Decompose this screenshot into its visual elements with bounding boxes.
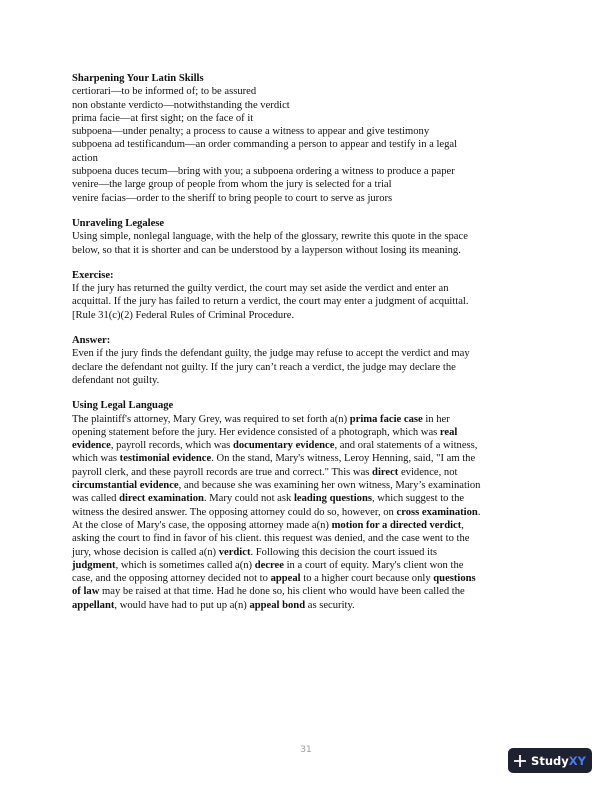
- legal-term: appellant: [72, 599, 115, 611]
- paragraph-line: [72, 452, 542, 465]
- text-run: was called: [72, 493, 120, 505]
- legal-term: leading questions: [293, 493, 372, 505]
- legalese-line: below, so that it is shorter and can be understood by a layperson without losing its meaning.: [72, 244, 461, 256]
- answer-heading: Answer:: [72, 335, 111, 347]
- text-run: .: [477, 506, 481, 518]
- text-run: payroll clerk, and these payroll records are true and correct." This was: [72, 466, 373, 478]
- paragraph-line: [72, 479, 542, 492]
- legal-term: cross examination: [396, 506, 478, 518]
- text-run: jury, whose decision is called a(n): [72, 546, 219, 558]
- exercise-line: [Rule 31(c)(2) Federal Rules of Criminal Procedure.: [72, 309, 295, 321]
- exercise-line: If the jury has returned the guilty verdict, the court may set aside the verdict and enter an: [72, 283, 449, 295]
- exercise-text: [72, 282, 542, 322]
- legal-term: real: [439, 426, 458, 438]
- latin-term-line: action: [72, 152, 98, 164]
- text-run: opening statement before the jury. Her evidence consisted of a photograph, which was: [72, 426, 440, 438]
- paragraph-line: [72, 439, 542, 452]
- text-run: in her: [422, 413, 450, 425]
- legal-term: testimonial evidence: [119, 453, 212, 465]
- studyxy-logo-text: StudyXY: [531, 753, 586, 768]
- legalese-line: Using simple, nonlegal language, with the help of the glossary, rewrite this quote in the space: [72, 231, 468, 243]
- latin-term-line: subpoena ad testificandum—an order commanding a person to appear and testify in a legal: [72, 139, 458, 151]
- legal-term: judgment: [72, 559, 116, 571]
- text-run: may be raised at that time. Had he done so, his client who would have been called the: [99, 586, 465, 598]
- paragraph-line: [72, 532, 542, 545]
- paragraph-line: [72, 572, 542, 585]
- text-run: The plaintiff's attorney, Mary Grey, was required to set forth a(n): [72, 413, 350, 425]
- legal-term: of law: [72, 586, 100, 598]
- paragraph-line: [72, 546, 542, 559]
- paragraph-line: [72, 559, 542, 572]
- text-run: as security.: [305, 599, 355, 611]
- answer-line: declare the defendant not guilty. If the jury can’t reach a verdict, the judge may declare the: [72, 361, 456, 373]
- legal-term: verdict: [218, 546, 251, 558]
- exercise-heading: Exercise:: [72, 269, 114, 281]
- text-run: , and oral statements of a witness,: [334, 440, 478, 452]
- paragraph-line: [72, 426, 542, 439]
- page-number: 31: [300, 745, 312, 755]
- legal-term: prima facie case: [349, 413, 423, 425]
- text-run: , and because she was examining her own witness, Mary’s examination: [178, 480, 481, 492]
- text-run: , payroll records, which was: [110, 440, 233, 452]
- latin-term-line: venire—the large group of people from whom the jury is selected for a trial: [72, 179, 392, 191]
- text-run: . Following this decision the court issued its: [250, 546, 438, 558]
- text-run: , which is sometimes called a(n): [115, 559, 255, 571]
- text-run: witness the desired answer. The opposing attorney could do so, however, on: [72, 506, 397, 518]
- latin-term-line: certiorari—to be informed of; to be assured: [72, 86, 257, 98]
- text-run: ,: [461, 519, 464, 531]
- legal-term: circumstantial evidence: [72, 480, 179, 492]
- paragraph-line: [72, 599, 542, 612]
- legal-term: motion for a directed verdict: [331, 519, 462, 531]
- latin-terms-list: [72, 85, 542, 205]
- paragraph-line: [72, 466, 542, 479]
- text-run: . Mary could not ask: [203, 493, 294, 505]
- legal-term: direct: [372, 466, 399, 478]
- legalese-heading: Unraveling Legalese: [72, 217, 165, 229]
- legalese-instructions: [72, 230, 542, 257]
- legal-term: documentary evidence: [232, 440, 335, 452]
- legal-term: questions: [433, 573, 476, 585]
- studyxy-badge[interactable]: [508, 748, 592, 773]
- paragraph-line: [72, 492, 542, 505]
- latin-term-line: prima facie—at first sight; on the face of it: [72, 112, 254, 124]
- legal-term: evidence: [72, 440, 111, 452]
- latin-heading: Sharpening Your Latin Skills: [72, 73, 204, 84]
- legal-language-heading: Using Legal Language: [72, 400, 174, 412]
- latin-term-line: subpoena—under penalty; a process to cause a witness to appear and give testimony: [72, 126, 430, 138]
- exercise-line: acquittal. If the jury has failed to return a verdict, the court may enter a judgment of acquittal.: [72, 296, 469, 308]
- text-run: to a higher court because only: [300, 573, 434, 585]
- text-run: in a court of equity. Mary's client won the: [283, 559, 464, 571]
- paragraph-line: [72, 506, 542, 519]
- text-run: At the close of Mary's case, the opposing attorney made a(n): [72, 519, 332, 531]
- paragraph-line: [72, 585, 542, 598]
- text-run: , would have had to put up a(n): [114, 599, 250, 611]
- legal-language-paragraph: [72, 413, 542, 612]
- legal-term: appeal: [270, 573, 301, 585]
- text-run: case, and the opposing attorney decided not to: [72, 573, 271, 585]
- legal-term: direct examination: [119, 493, 204, 505]
- paragraph-line: [72, 413, 542, 426]
- answer-line: Even if the jury finds the defendant guilty, the judge may refuse to accept the verdict and may: [72, 348, 470, 360]
- text-run: asking the court to find in favor of his client. this request was denied, and the case went to the: [72, 533, 470, 545]
- document-page: [72, 72, 542, 612]
- plus-icon: [514, 755, 526, 767]
- latin-term-line: non obstante verdicto—notwithstanding the verdict: [72, 99, 290, 111]
- answer-line: defendant not guilty.: [72, 374, 160, 386]
- latin-term-line: subpoena duces tecum—bring with you; a subpoena ordering a witness to produce a paper: [72, 166, 455, 178]
- text-run: . On the stand, Mary's witness, Leroy Henning, said, "I am the: [211, 453, 476, 465]
- latin-term-line: venire facias—order to the sheriff to bring people to court to serve as jurors: [72, 192, 393, 204]
- text-run: which was: [72, 453, 120, 465]
- legal-term: appeal bond: [249, 599, 306, 611]
- paragraph-line: [72, 519, 542, 532]
- text-run: , which suggest to the: [371, 493, 465, 505]
- text-run: evidence, not: [398, 466, 458, 478]
- legal-term: decree: [254, 559, 284, 571]
- answer-text: [72, 347, 542, 387]
